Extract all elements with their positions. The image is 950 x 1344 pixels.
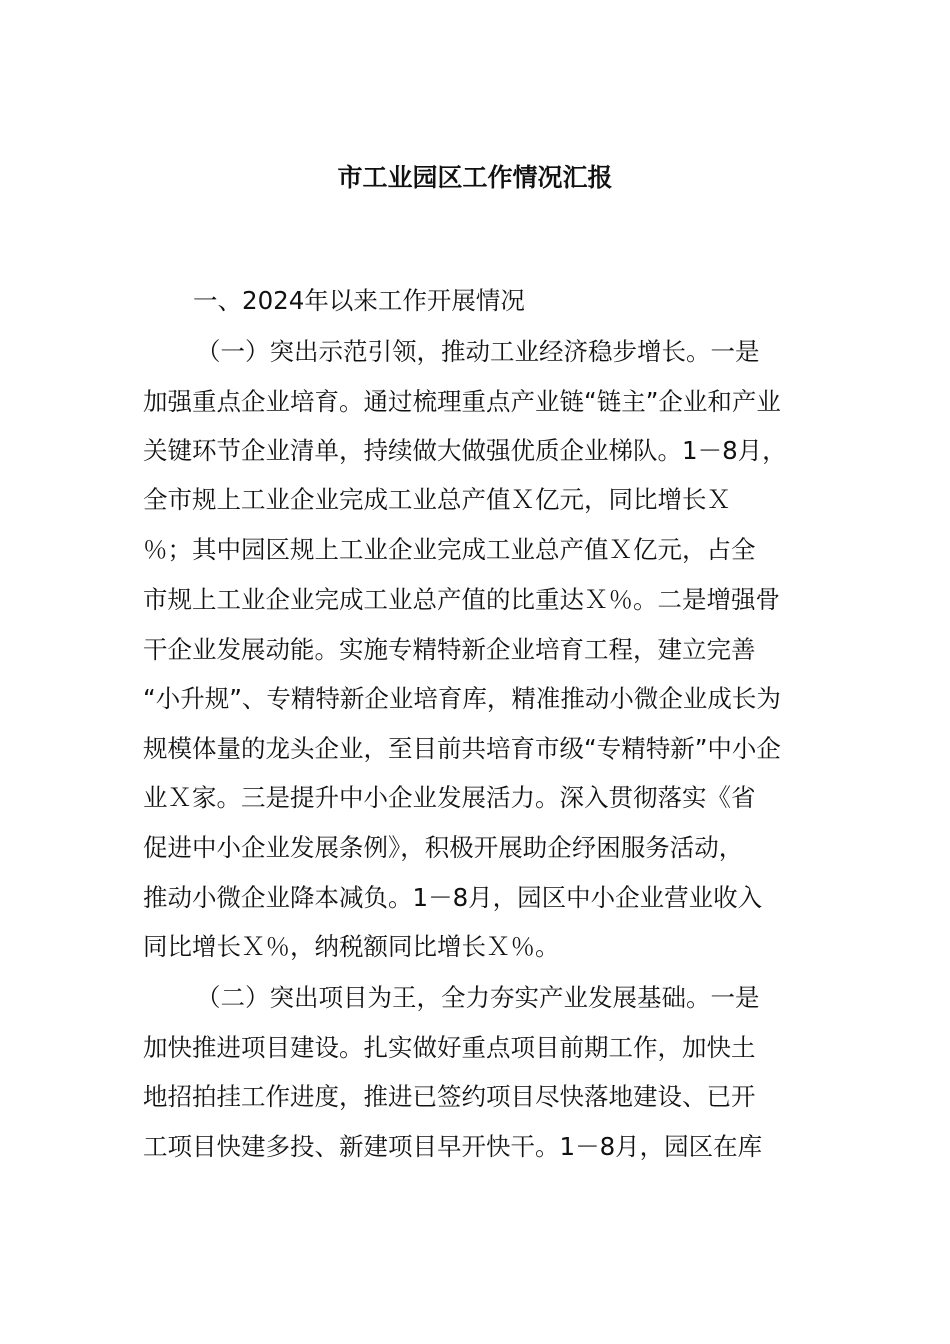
paragraph-line: 关键环节企业清单，持续做大做强优质企业梯队。1－8月，: [143, 436, 787, 465]
paragraph-line: 市规上工业企业完成工业总产值的比重达Ｘ％。二是增强骨: [143, 585, 780, 614]
document-title: 市工业园区工作情况汇报: [337, 163, 613, 192]
paragraph-line: 干企业发展动能。实施专精特新企业培育工程，建立完善: [143, 635, 756, 664]
paragraph-line: 规模体量的龙头企业，至目前共培育市级“专精特新”中小企: [143, 734, 781, 763]
paragraph-line: 全市规上工业企业完成工业总产值Ｘ亿元，同比增长Ｘ: [143, 485, 731, 514]
paragraph-line: 加强重点企业培育。通过梳理重点产业链“链主”企业和产业: [143, 387, 781, 416]
paragraph-line: 加快推进项目建设。扎实做好重点项目前期工作，加快土: [143, 1033, 756, 1062]
paragraph-line: 工项目快建多投、新建项目早开快干。1－8月，园区在库: [143, 1132, 763, 1161]
paragraph-line: “小升规”、专精特新企业培育库，精准推动小微企业成长为: [143, 684, 781, 713]
paragraph-line: 同比增长Ｘ％，纳税额同比增长Ｘ％。: [143, 932, 560, 961]
paragraph-line: 促进中小企业发展条例》，积极开展助企纾困服务活动，: [143, 833, 744, 862]
section-heading: 一、2024年以来工作开展情况: [193, 286, 525, 315]
paragraph-line: ％；其中园区规上工业企业完成工业总产值Ｘ亿元，占全: [143, 535, 756, 564]
paragraph-line: 地招拍挂工作进度，推进已签约项目尽快落地建设、已开: [143, 1082, 756, 1111]
paragraph-line: 推动小微企业降本减负。1－8月，园区中小企业营业收入: [143, 883, 763, 912]
paragraph-line: 业Ｘ家。三是提升中小企业发展活力。深入贯彻落实《省: [143, 783, 756, 812]
paragraph-line: （二）突出项目为王，全力夯实产业发展基础。一是: [196, 983, 760, 1012]
paragraph-line: （一）突出示范引领，推动工业经济稳步增长。一是: [196, 337, 760, 366]
